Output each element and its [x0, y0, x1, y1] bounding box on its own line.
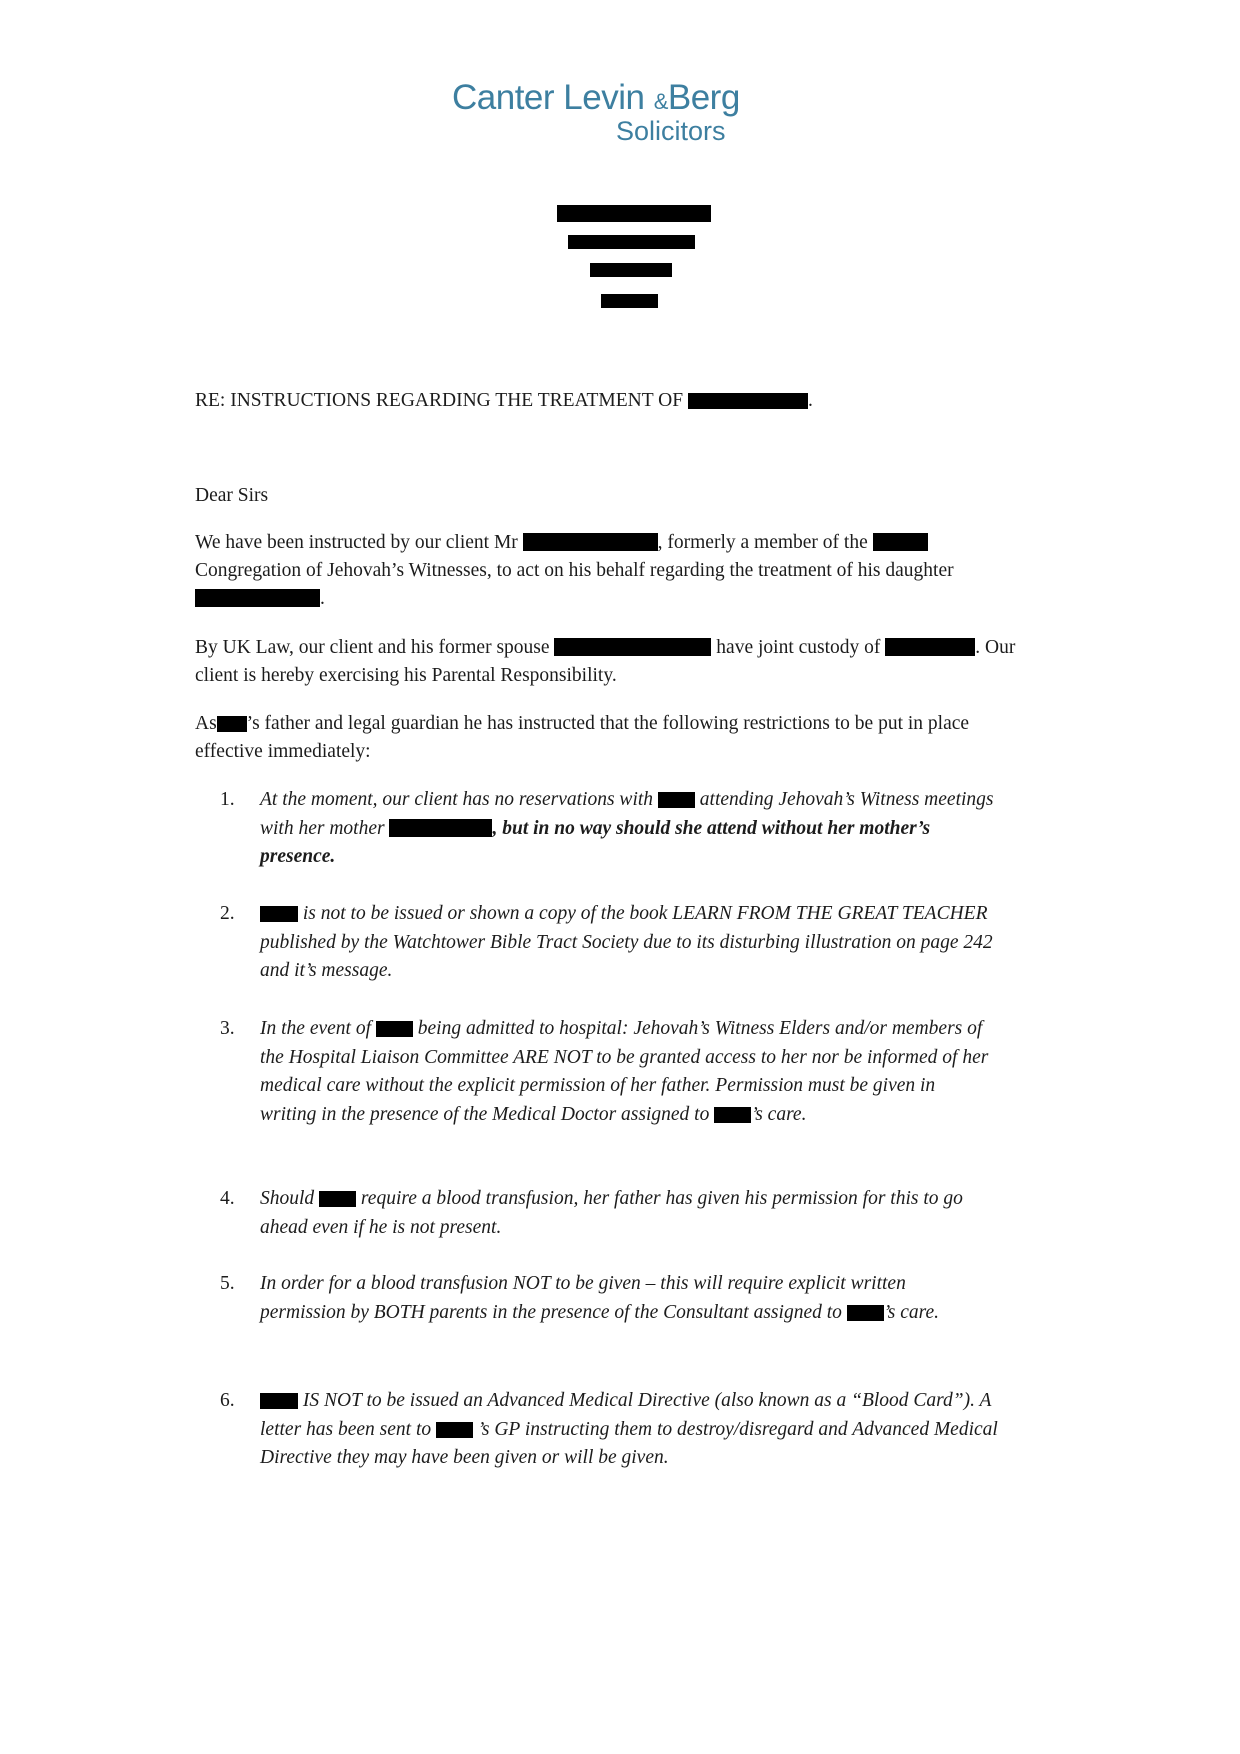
redacted-address-line-1: [557, 205, 711, 222]
letter-page: Canter Levin &Berg Solicitors RE: INSTRUCTIONS REGARDING THE TREATMENT OF . Dear Sirs We have been instructed by our client Mr , formerly a member of the Congregation of Jehovah’s Witnesses, to act on his behalf regarding the treatment of his daughter . By UK Law, our client and his former spouse have joint custody of . Our client is hereby exercising his Parental Responsibility. As ’s father and legal guardian he has instructed that the following restrictions to be put in place effective immediately: 1. At the moment, our client has no reservations with attending Jehovah’s Witness meetings with her mother , but in no way should she attend without her mother’s presence. 2. is not to be issued or shown a copy of the book LEARN FROM THE GREAT TEACHER published by the Watchtower Bible Tract Society due to its disturbing illustration on page 242 and it’s message. 3. In the event of being admitted to hospital: Jehovah’s Witness Elders and/or members of the Hospital Liaison Committee ARE NOT to be granted access to her nor be informed of her medical care without the explicit permission of her father. Permission must be given in writing in the presence of the Medical Doctor assigned to ’s care. 4. Should require a blood transfusion, her father has given his permission for this to go ahead even if he is not present. 5. In order for a blood transfusion NOT to be given – this will require explicit written permission by BOTH parents in the presence of the Consultant assigned to ’s care. 6. IS NOT to be issued an Advanced Medical Directive (also known as a “Blood Card”). A letter has been sent to ’s GP instructing them to destroy/disregard and Advanced Medical Directive they may have been given or will be given.: [0, 0, 1240, 1754]
firm-ampersand: &: [653, 89, 668, 114]
redacted-name: [688, 393, 808, 409]
redacted-name: [260, 1393, 298, 1409]
paragraph-custody: By UK Law, our client and his former spouse have joint custody of . Our client is hereby exercising his Parental Responsibility.: [195, 637, 1016, 686]
redacted-address-line-2: [568, 235, 695, 249]
redacted-name: [554, 638, 711, 656]
redacted-name: [376, 1021, 413, 1037]
paragraph-restrictions: As ’s father and legal guardian he has instructed that the following restrictions to be put in place effective immediately:: [195, 713, 970, 762]
redacted-name: [658, 792, 695, 808]
redacted-name: [523, 533, 658, 551]
redacted-name: [436, 1422, 473, 1438]
paragraph-instruction: We have been instructed by our client Mr , formerly a member of the Congregation of Jehovah’s Witnesses, to act on his behalf regarding the treatment of his daughter .: [195, 532, 954, 609]
redacted-name: [319, 1191, 356, 1207]
redacted-name: [873, 533, 928, 551]
firm-name-end: Berg: [667, 78, 740, 117]
redacted-address-line-3: [590, 263, 672, 277]
redacted-name: [260, 906, 298, 922]
redacted-name: [847, 1305, 884, 1321]
redacted-name: [389, 819, 492, 837]
redacted-address-line-4: [601, 294, 658, 308]
redacted-name: [714, 1107, 751, 1123]
firm-logo: [452, 78, 792, 146]
redacted-name: [195, 589, 320, 607]
redacted-name: [885, 638, 975, 656]
salutation: Dear Sirs: [195, 485, 269, 506]
firm-name: Canter Levin: [452, 78, 645, 117]
redacted-name: [217, 716, 247, 732]
firm-subtitle: Solicitors: [616, 116, 726, 146]
subject-line: RE: INSTRUCTIONS REGARDING THE TREATMENT OF .: [195, 390, 813, 411]
